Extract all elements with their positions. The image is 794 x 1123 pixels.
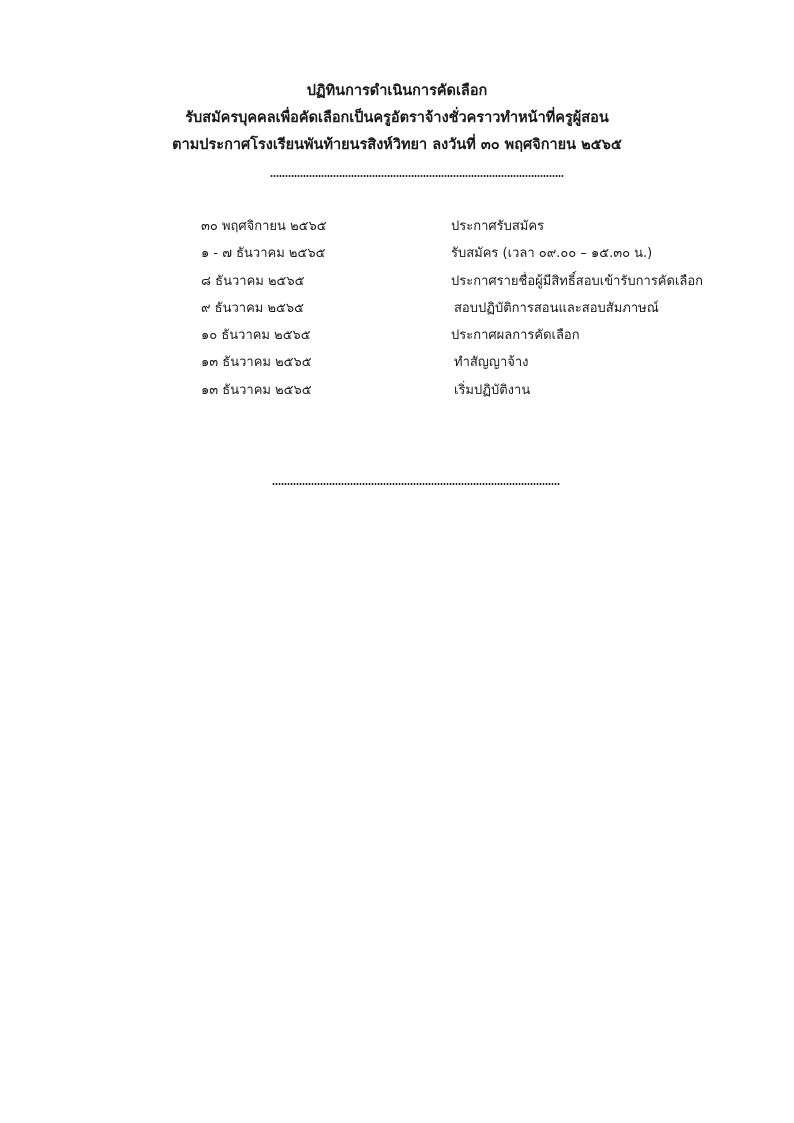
schedule-date: ๓๐ พฤศจิกายน ๒๕๖๕ [201, 219, 327, 234]
schedule-row [201, 298, 761, 325]
announcement-reference: ตามประกาศโรงเรียนพันท้ายนรสิงห์วิทยา ลงวันที่ ๓๐ พฤศจิกายน ๒๕๖๕ [172, 137, 622, 153]
schedule-date: ๙ ธันวาคม ๒๕๖๕ [201, 300, 304, 316]
schedule-row [201, 243, 761, 270]
schedule-activity: ทำสัญญาจ้าง [454, 355, 529, 371]
schedule-row [201, 271, 761, 298]
document-subtitle: รับสมัครบุคคลเพื่อคัดเลือกเป็นครูอัตราจ้างชั่วคราวทำหน้าที่ครูผู้สอน [185, 110, 609, 126]
dotted-divider-top [270, 175, 564, 177]
schedule-list [201, 216, 761, 407]
schedule-row [201, 216, 761, 243]
schedule-date: ๑๐ ธันวาคม ๒๕๖๕ [201, 328, 311, 344]
schedule-date: ๑๓ ธันวาคม ๒๕๖๕ [201, 382, 312, 398]
document-header [0, 78, 794, 159]
schedule-activity: เริ่มปฏิบัติงาน [454, 382, 531, 398]
schedule-date: ๑๓ ธันวาคม ๒๕๖๕ [201, 355, 312, 371]
schedule-date: ๘ ธันวาคม ๒๕๖๕ [201, 273, 305, 289]
schedule-date: ๑ - ๗ ธันวาคม ๒๕๖๕ [201, 246, 326, 262]
document-title: ปฏิทินการดำเนินการคัดเลือก [306, 83, 488, 99]
dotted-divider-bottom [272, 483, 560, 485]
schedule-activity: ประกาศรับสมัคร [451, 219, 545, 234]
schedule-row [201, 352, 761, 379]
schedule-row [201, 325, 761, 352]
schedule-row [201, 380, 761, 407]
schedule-activity: สอบปฏิบัติการสอนและสอบสัมภาษณ์ [454, 300, 659, 316]
schedule-activity: รับสมัคร (เวลา ๐๙.๐๐ – ๑๕.๓๐ น.) [451, 246, 653, 262]
schedule-activity: ประกาศผลการคัดเลือก [451, 328, 580, 344]
schedule-activity: ประกาศรายชื่อผู้มีสิทธิ์สอบเข้ารับการคัดเลือก [451, 273, 704, 289]
